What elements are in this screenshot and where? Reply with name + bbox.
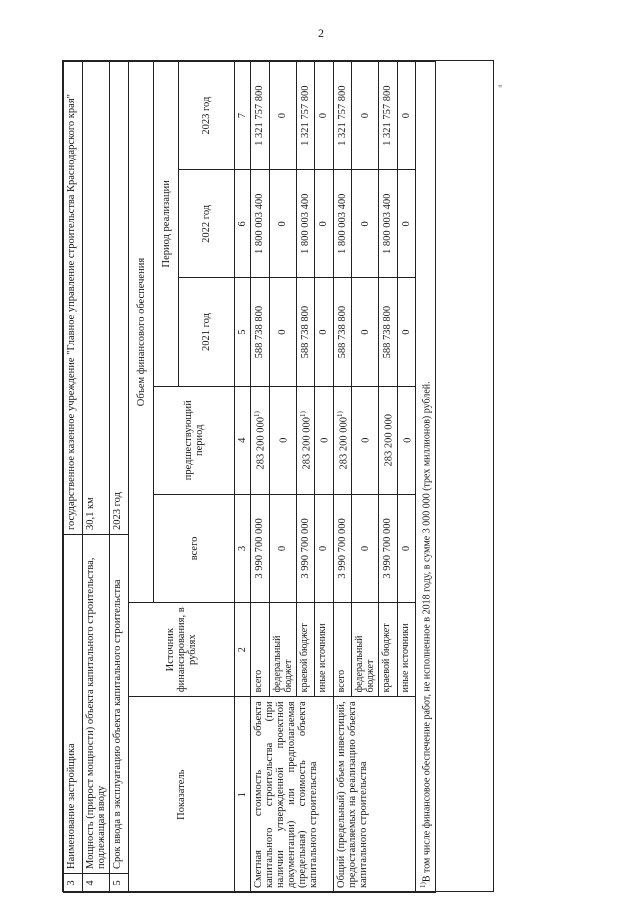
year-2021-cell: 0 bbox=[352, 278, 379, 386]
previous-period-cell bbox=[352, 386, 379, 494]
previous-period-cell bbox=[397, 386, 416, 494]
year-2022-cell: 0 bbox=[397, 170, 416, 278]
info-row-value: 2023 год bbox=[110, 62, 129, 535]
year-2021-cell: 588 738 800 bbox=[251, 278, 270, 386]
source-cell: иные источники bbox=[315, 603, 334, 697]
table-row bbox=[251, 62, 270, 893]
year-2022-cell: 0 bbox=[352, 170, 379, 278]
total-cell: 3 990 700 000 bbox=[251, 494, 270, 602]
table-row bbox=[333, 62, 352, 893]
year-2023-cell: 1 321 757 800 bbox=[333, 62, 352, 170]
source-cell: федеральный бюджет bbox=[269, 603, 296, 697]
year-2023-cell: 0 bbox=[397, 62, 416, 170]
previous-period-value: 0 bbox=[319, 437, 331, 443]
source-cell: федеральный бюджет bbox=[352, 603, 379, 697]
footnote-text: В том числе финансовое обеспечение работ, не исполненное в 2018 году, в сумме 3 000 000 (трех миллионов) рублей. bbox=[421, 381, 433, 883]
year-2022-cell: 1 800 003 400 bbox=[379, 170, 398, 278]
header-period: Период реализации bbox=[154, 62, 179, 387]
previous-period-value: 283 200 000 bbox=[255, 416, 267, 470]
source-cell: всего bbox=[251, 603, 270, 697]
financing-table bbox=[128, 61, 436, 893]
total-cell: 0 bbox=[352, 494, 379, 602]
year-2022-cell: 1 800 003 400 bbox=[333, 170, 352, 278]
year-2023-cell: 0 bbox=[352, 62, 379, 170]
column-number: 2 bbox=[235, 603, 251, 697]
year-2023-cell: 1 321 757 800 bbox=[251, 62, 270, 170]
year-2022-cell: 0 bbox=[315, 170, 334, 278]
year-2023-cell: 0 bbox=[269, 62, 296, 170]
info-row bbox=[83, 62, 110, 893]
previous-period-cell bbox=[296, 386, 315, 494]
info-row-label: Наименование застройщика bbox=[64, 535, 83, 874]
header-previous: предшествующий период bbox=[154, 386, 235, 494]
year-2023-cell: 1 321 757 800 bbox=[379, 62, 398, 170]
info-row-number: 3 bbox=[64, 874, 83, 893]
year-2022-cell: 0 bbox=[269, 170, 296, 278]
footnote-mark: 1) bbox=[419, 882, 427, 888]
previous-period-cell bbox=[315, 386, 334, 494]
total-cell: 3 990 700 000 bbox=[296, 494, 315, 602]
rotated-content bbox=[63, 61, 495, 893]
previous-period-cell bbox=[251, 386, 270, 494]
column-number: 5 bbox=[235, 278, 251, 386]
header-year-2021: 2021 год bbox=[179, 278, 235, 386]
column-number: 1 bbox=[235, 697, 251, 893]
previous-period-value: 283 200 000 bbox=[301, 416, 312, 470]
header-indicator: Показатель bbox=[129, 697, 235, 893]
year-2022-cell: 1 800 003 400 bbox=[251, 170, 270, 278]
year-2021-cell: 0 bbox=[269, 278, 296, 386]
indicator-cell: Общий (предельный) объем инвестиций, предоставляемых на реализацию объекта капитального строительства bbox=[333, 697, 416, 893]
column-number: 7 bbox=[235, 62, 251, 170]
footnote bbox=[416, 62, 436, 893]
info-row-value: 30,1 км bbox=[83, 62, 110, 535]
total-cell: 3 990 700 000 bbox=[333, 494, 352, 602]
header-year-2023: 2023 год bbox=[179, 62, 235, 170]
previous-period-cell bbox=[333, 386, 352, 494]
footnote-ref: 1) bbox=[253, 411, 261, 417]
total-cell: 0 bbox=[397, 494, 416, 602]
year-2023-cell: 1 321 757 800 bbox=[296, 62, 315, 170]
total-cell: 0 bbox=[315, 494, 334, 602]
info-row bbox=[110, 62, 129, 893]
previous-period-value: 0 bbox=[360, 437, 372, 443]
year-2021-cell: 0 bbox=[315, 278, 334, 386]
previous-period-value: 283 200 000 bbox=[338, 416, 349, 470]
header-source: Источник финансирования, в рублях bbox=[129, 603, 235, 697]
column-number: 3 bbox=[235, 494, 251, 602]
year-2023-cell: 0 bbox=[315, 62, 334, 170]
previous-period-value: 0 bbox=[402, 437, 413, 443]
footnote-ref: 1) bbox=[298, 411, 307, 417]
footnote-ref: 1) bbox=[335, 411, 344, 417]
indicator-cell: Сметная стоимость объекта капитального строительства (при наличии утвержденной проектной документации) или предполагаемая (предельная) стоимость объекта капитального строительства bbox=[251, 697, 334, 893]
column-number: 6 bbox=[235, 170, 251, 278]
info-row-number: 4 bbox=[83, 874, 110, 893]
source-cell: всего bbox=[333, 603, 352, 697]
rotated-page bbox=[62, 60, 494, 892]
previous-period-value: 283 200 000 bbox=[383, 414, 395, 467]
corner-mark: " bbox=[498, 84, 503, 95]
column-number: 4 bbox=[235, 386, 251, 494]
info-row-value: государственное казенное учреждение "Главное управление строительства Краснодарского края" bbox=[64, 62, 83, 535]
previous-period-cell bbox=[269, 386, 296, 494]
previous-period-cell bbox=[379, 386, 398, 494]
header-total: всего bbox=[154, 494, 235, 602]
info-row-number: 5 bbox=[110, 874, 129, 893]
object-info-table bbox=[63, 61, 129, 893]
year-2021-cell: 588 738 800 bbox=[333, 278, 352, 386]
previous-period-value: 0 bbox=[278, 437, 290, 443]
year-2021-cell: 588 738 800 bbox=[379, 278, 398, 386]
source-cell: краевой бюджет bbox=[379, 603, 398, 697]
year-2021-cell: 0 bbox=[397, 278, 416, 386]
year-2022-cell: 1 800 003 400 bbox=[296, 170, 315, 278]
source-cell: иные источники bbox=[397, 603, 416, 697]
info-row bbox=[64, 62, 83, 893]
column-numbers-row bbox=[235, 62, 251, 893]
year-2021-cell: 588 738 800 bbox=[296, 278, 315, 386]
source-cell: краевой бюджет bbox=[296, 603, 315, 697]
page-number: 2 bbox=[318, 26, 324, 40]
total-cell: 0 bbox=[269, 494, 296, 602]
info-row-label: Срок ввода в эксплуатацию объекта капитального строительства bbox=[110, 535, 129, 874]
header-volume: Объем финансового обеспечения bbox=[129, 62, 154, 603]
header-year-2022: 2022 год bbox=[179, 170, 235, 278]
info-row-label: Мощность (прирост мощности) объекта капитального строительства, подлежащая вводу bbox=[83, 535, 110, 874]
total-cell: 3 990 700 000 bbox=[379, 494, 398, 602]
